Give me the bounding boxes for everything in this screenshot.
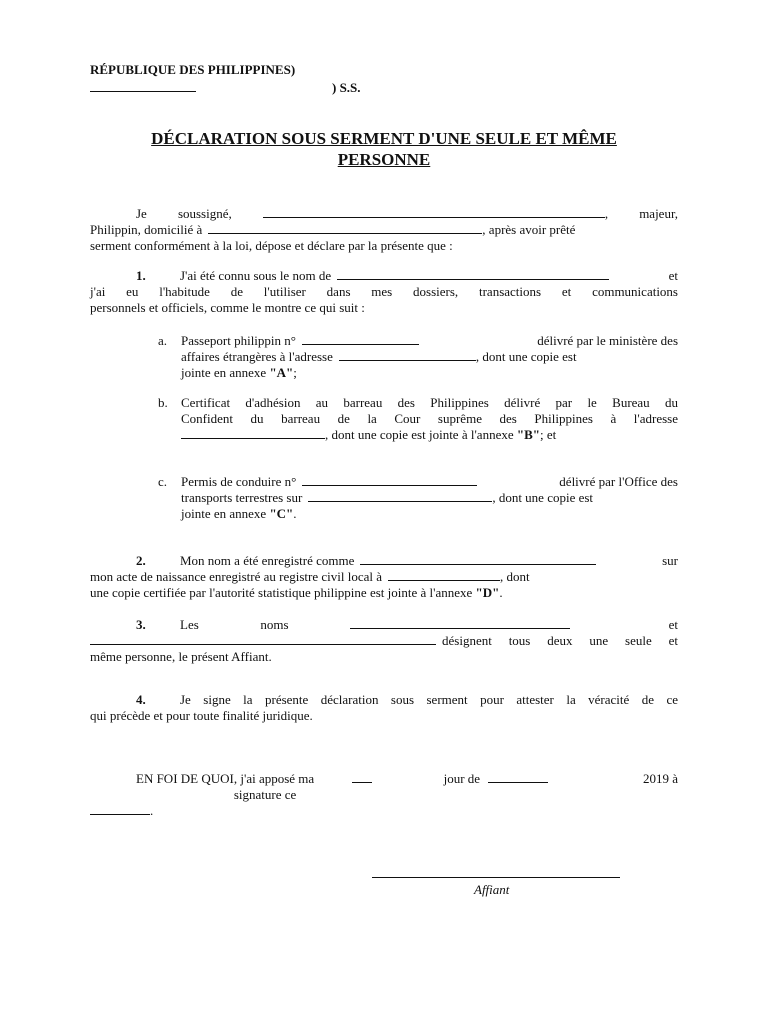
known-name-blank	[337, 268, 609, 280]
item-4-number: 4.	[136, 692, 146, 707]
item-3-designate: désignent tous deux une seule et	[442, 633, 678, 648]
annex-a-text: jointe en annexe	[181, 365, 270, 380]
affiant-label: Affiant	[474, 882, 510, 897]
header-ss: ) S.S.	[332, 80, 361, 95]
place-blank	[90, 803, 150, 815]
item-1a-paragraph	[181, 333, 678, 381]
item-3-line-1	[90, 617, 678, 633]
intro-after-oath: , après avoir prêté	[482, 222, 576, 237]
passport-label: Passeport philippin n°	[181, 333, 296, 348]
item-1a-line-2	[181, 349, 678, 365]
item-1-line-1	[90, 268, 678, 284]
item-3-paragraph	[90, 617, 678, 665]
intro-line-1: Je soussigné, , majeur,	[136, 206, 679, 221]
intro-line-3: serment conformément à la loi, dépose et déclare par la présente que :	[90, 238, 453, 253]
passport-address-blank	[339, 349, 476, 361]
item-3-number: 3.	[136, 617, 146, 632]
document-title	[90, 128, 678, 170]
registered-as-label: Mon nom a été enregistré comme	[180, 553, 355, 568]
closing-en-foi: EN FOI DE QUOI	[136, 771, 234, 786]
passport-address-label: affaires étrangères à l'adresse	[181, 349, 333, 364]
item-4-paragraph	[90, 692, 678, 724]
item-4-line-2: qui précède et pour toute finalité juridique.	[90, 708, 313, 723]
annex-b-punct: ; et	[539, 427, 557, 442]
passport-copy-text: , dont une copie est	[475, 349, 577, 364]
month-blank	[488, 771, 548, 783]
closing-line-1	[90, 771, 678, 803]
license-label: Permis de conduire n°	[181, 474, 297, 489]
title-line-2: PERSONNE	[337, 150, 431, 169]
item-3-les: Les	[180, 617, 199, 632]
annex-c-punct: .	[293, 506, 297, 521]
closing-period: .	[150, 803, 154, 818]
intro-line-2	[90, 222, 678, 238]
annex-a-label: "A"	[269, 365, 294, 380]
closing-signature-text: , j'ai apposé ma signature ce	[233, 771, 315, 802]
birth-registry-label: mon acte de naissance enregistré au registre civil local à	[90, 569, 383, 584]
item-3-line-2	[90, 633, 678, 649]
birth-place-blank	[388, 569, 500, 581]
intro-word-soussigne: soussigné,	[177, 206, 232, 221]
item-1c-line-1	[181, 474, 678, 490]
item-1b-line-1: Certificat d'adhésion au barreau des Philippines délivré par le Bureau du	[181, 395, 678, 410]
item-1c-letter: c.	[158, 474, 168, 489]
item-1-known-as: J'ai été connu sous le nom de	[180, 268, 332, 283]
item-1b-paragraph	[181, 395, 678, 443]
item-1-et: et	[668, 268, 678, 283]
item-4-line-1: Je signe la présente déclaration sous serment pour attester la véracité de ce	[180, 692, 678, 707]
title-line-1: DÉCLARATION SOUS SERMENT D'UNE SEULE ET MÊME	[151, 129, 617, 148]
item-3-et: et	[668, 617, 679, 632]
name-blank	[263, 206, 605, 218]
item-1a-letter: a.	[158, 333, 168, 348]
registered-name-blank	[360, 553, 596, 565]
item-1a-line-1	[181, 333, 678, 349]
annex-d-punct: .	[499, 585, 503, 600]
item-3-noms: noms	[260, 617, 289, 632]
item-1b-letter: b.	[158, 395, 168, 410]
annex-c-label: "C"	[269, 506, 294, 521]
item-2-dont: , dont	[500, 569, 530, 584]
annex-d-text: une copie certifiée par l'autorité statistique philippine est jointe à l'annexe	[90, 585, 476, 600]
annex-d-label: "D"	[475, 585, 500, 600]
item-1-line-2: j'ai eu l'habitude de l'utiliser dans mes dossiers, transactions et communications	[90, 284, 678, 299]
passport-number-blank	[302, 333, 419, 345]
item-1c-line-2	[181, 490, 678, 506]
second-name-blank	[90, 633, 436, 645]
item-1-line-3: personnels et officiels, comme le montre ce qui suit :	[90, 300, 365, 315]
annex-a-punct: ;	[293, 365, 297, 380]
intro-word-je: Je	[136, 206, 147, 221]
header-republic: RÉPUBLIQUE DES PHILIPPINES)	[90, 62, 296, 77]
license-copy-text: , dont une copie est	[492, 490, 594, 505]
item-3-line-3: même personne, le présent Affiant.	[90, 649, 272, 664]
item-2-paragraph	[90, 553, 678, 601]
item-1a-line-3	[181, 365, 678, 381]
item-1-number: 1.	[136, 268, 146, 283]
bar-address-blank	[181, 427, 325, 439]
annex-b-label: "B"	[516, 427, 540, 442]
intro-word-majeur: majeur,	[639, 206, 679, 221]
bar-copy-text: , dont une copie est jointe à l'annexe	[325, 427, 517, 442]
annex-c-text: jointe en annexe	[181, 506, 270, 521]
item-1b-line-3	[181, 427, 678, 443]
license-issued-by: délivré par l'Office des	[559, 474, 678, 489]
closing-paragraph	[90, 771, 678, 819]
item-1-paragraph	[90, 268, 678, 316]
venue-blank	[90, 80, 196, 92]
license-office-label: transports terrestres sur	[181, 490, 303, 505]
first-name-blank	[350, 617, 570, 629]
item-1c-paragraph	[181, 474, 678, 522]
item-2-line-1	[90, 553, 678, 569]
passport-issued-by: délivré par le ministère des	[537, 333, 678, 348]
item-2-line-2	[90, 569, 678, 585]
intro-domicile-label: Philippin, domicilié à	[90, 222, 203, 237]
day-blank	[352, 771, 372, 783]
domicile-blank	[208, 222, 482, 234]
license-office-blank	[308, 490, 492, 502]
item-1b-line-2: Confident du barreau de la Cour suprême des Philippines à l'adresse	[181, 411, 678, 426]
item-2-sur: sur	[662, 553, 678, 568]
closing-jour-de: jour de	[443, 771, 481, 786]
item-2-line-3	[90, 585, 678, 601]
closing-line-2	[90, 803, 678, 819]
signature-line	[372, 877, 620, 878]
item-2-number: 2.	[136, 553, 146, 568]
intro-paragraph	[90, 206, 678, 254]
license-number-blank	[302, 474, 477, 486]
item-1c-line-3	[181, 506, 678, 522]
header-venue-line	[90, 80, 361, 96]
closing-year: 2019 à	[642, 771, 678, 786]
